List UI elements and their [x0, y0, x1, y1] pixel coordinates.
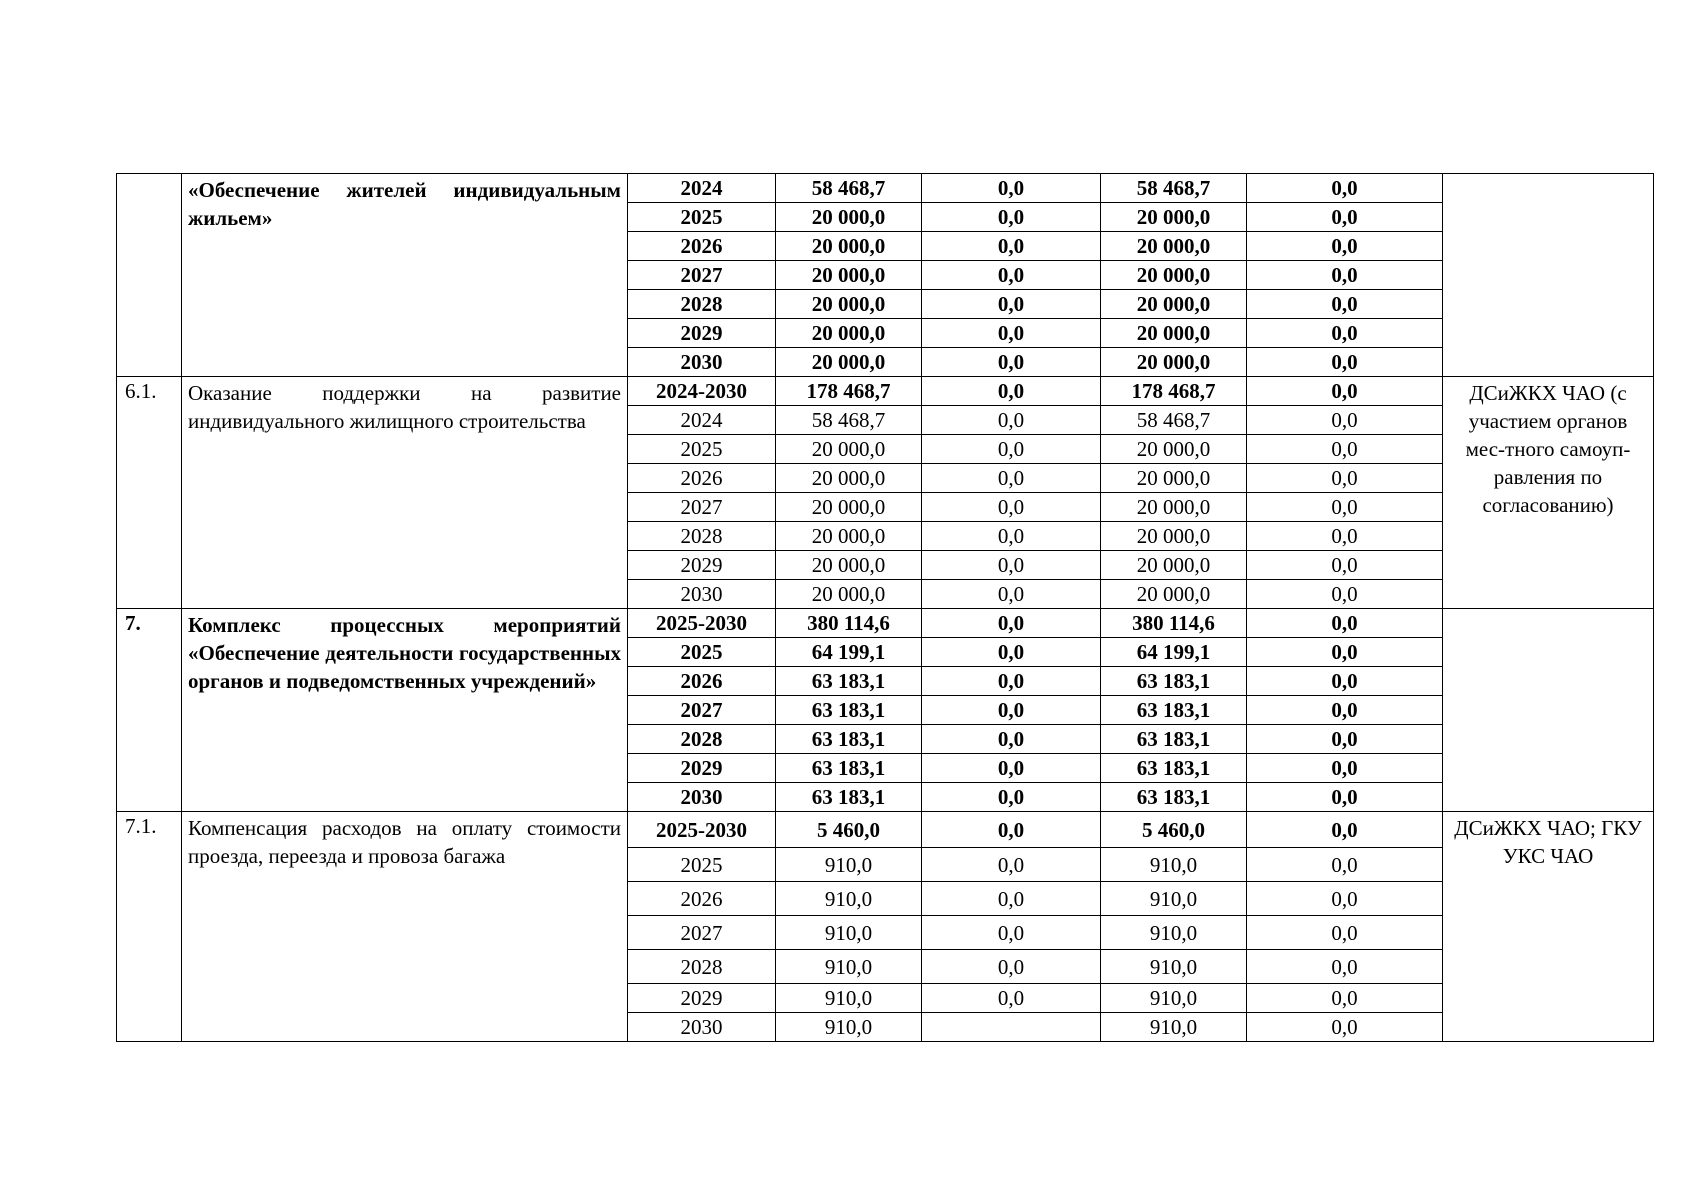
regional-cell: 178 468,7: [1101, 377, 1247, 406]
federal-cell: 0,0: [922, 377, 1101, 406]
responsible-executor: ДСиЖКХ ЧАО; ГКУ УКС ЧАО: [1443, 812, 1654, 1042]
other-cell: 0,0: [1247, 783, 1443, 812]
other-cell: 0,0: [1247, 754, 1443, 783]
period-cell: 2029: [628, 984, 776, 1013]
period-cell: 2024-2030: [628, 377, 776, 406]
federal-cell: 0,0: [922, 319, 1101, 348]
table-row: [117, 609, 1654, 638]
period-cell: 2025: [628, 203, 776, 232]
period-cell: 2030: [628, 783, 776, 812]
regional-cell: 910,0: [1101, 950, 1247, 984]
federal-cell: 0,0: [922, 783, 1101, 812]
total-cell: 20 000,0: [776, 261, 922, 290]
regional-cell: 5 460,0: [1101, 812, 1247, 848]
section-index: 7.: [117, 609, 182, 812]
regional-cell: 63 183,1: [1101, 696, 1247, 725]
federal-cell: 0,0: [922, 696, 1101, 725]
total-cell: 20 000,0: [776, 551, 922, 580]
period-cell: 2027: [628, 493, 776, 522]
period-cell: 2025: [628, 848, 776, 882]
other-cell: 0,0: [1247, 882, 1443, 916]
section-name: Оказание поддержки на развитие индивидуального жилищного строительства: [182, 377, 628, 609]
responsible-executor: ДСиЖКХ ЧАО (с участием органов мес-тного самоуп-равления по согласованию): [1443, 377, 1654, 609]
regional-cell: 20 000,0: [1101, 435, 1247, 464]
other-cell: 0,0: [1247, 435, 1443, 464]
other-cell: 0,0: [1247, 580, 1443, 609]
regional-cell: 20 000,0: [1101, 319, 1247, 348]
regional-cell: 20 000,0: [1101, 290, 1247, 319]
federal-cell: 0,0: [922, 725, 1101, 754]
table-row: [117, 174, 1654, 203]
period-cell: 2029: [628, 754, 776, 783]
section-index: 6.1.: [117, 377, 182, 609]
federal-cell: [922, 1013, 1101, 1042]
regional-cell: 63 183,1: [1101, 667, 1247, 696]
total-cell: 63 183,1: [776, 667, 922, 696]
other-cell: 0,0: [1247, 984, 1443, 1013]
other-cell: 0,0: [1247, 203, 1443, 232]
total-cell: 64 199,1: [776, 638, 922, 667]
other-cell: 0,0: [1247, 406, 1443, 435]
period-cell: 2029: [628, 551, 776, 580]
federal-cell: 0,0: [922, 232, 1101, 261]
federal-cell: 0,0: [922, 848, 1101, 882]
other-cell: 0,0: [1247, 174, 1443, 203]
regional-cell: 910,0: [1101, 1013, 1247, 1042]
other-cell: 0,0: [1247, 377, 1443, 406]
regional-cell: 20 000,0: [1101, 522, 1247, 551]
total-cell: 20 000,0: [776, 493, 922, 522]
regional-cell: 910,0: [1101, 916, 1247, 950]
period-cell: 2030: [628, 348, 776, 377]
other-cell: 0,0: [1247, 290, 1443, 319]
period-cell: 2028: [628, 522, 776, 551]
regional-cell: 910,0: [1101, 848, 1247, 882]
regional-cell: 910,0: [1101, 984, 1247, 1013]
section-index: [117, 174, 182, 377]
other-cell: 0,0: [1247, 638, 1443, 667]
period-cell: 2025-2030: [628, 812, 776, 848]
other-cell: 0,0: [1247, 812, 1443, 848]
other-cell: 0,0: [1247, 348, 1443, 377]
responsible-executor: [1443, 174, 1654, 377]
total-cell: 20 000,0: [776, 319, 922, 348]
period-cell: 2026: [628, 667, 776, 696]
total-cell: 20 000,0: [776, 232, 922, 261]
regional-cell: 63 183,1: [1101, 754, 1247, 783]
total-cell: 910,0: [776, 848, 922, 882]
period-cell: 2025: [628, 435, 776, 464]
period-cell: 2027: [628, 916, 776, 950]
total-cell: 20 000,0: [776, 435, 922, 464]
regional-cell: 20 000,0: [1101, 348, 1247, 377]
federal-cell: 0,0: [922, 580, 1101, 609]
other-cell: 0,0: [1247, 232, 1443, 261]
federal-cell: 0,0: [922, 916, 1101, 950]
period-cell: 2028: [628, 725, 776, 754]
other-cell: 0,0: [1247, 950, 1443, 984]
federal-cell: 0,0: [922, 609, 1101, 638]
federal-cell: 0,0: [922, 174, 1101, 203]
period-cell: 2029: [628, 319, 776, 348]
other-cell: 0,0: [1247, 551, 1443, 580]
total-cell: 63 183,1: [776, 783, 922, 812]
other-cell: 0,0: [1247, 667, 1443, 696]
federal-cell: 0,0: [922, 667, 1101, 696]
other-cell: 0,0: [1247, 493, 1443, 522]
other-cell: 0,0: [1247, 725, 1443, 754]
total-cell: 20 000,0: [776, 522, 922, 551]
section-index: 7.1.: [117, 812, 182, 1042]
table-row: [117, 812, 1654, 848]
total-cell: 910,0: [776, 882, 922, 916]
total-cell: 58 468,7: [776, 406, 922, 435]
total-cell: 63 183,1: [776, 754, 922, 783]
regional-cell: 20 000,0: [1101, 261, 1247, 290]
total-cell: 178 468,7: [776, 377, 922, 406]
federal-cell: 0,0: [922, 551, 1101, 580]
total-cell: 20 000,0: [776, 348, 922, 377]
section-name: Компенсация расходов на оплату стоимости проезда, переезда и провоза багажа: [182, 812, 628, 1042]
period-cell: 2030: [628, 580, 776, 609]
federal-cell: 0,0: [922, 812, 1101, 848]
regional-cell: 20 000,0: [1101, 580, 1247, 609]
other-cell: 0,0: [1247, 696, 1443, 725]
section-name: «Обеспечение жителей индивидуальным жильем»: [182, 174, 628, 377]
period-cell: 2027: [628, 696, 776, 725]
regional-cell: 380 114,6: [1101, 609, 1247, 638]
regional-cell: 20 000,0: [1101, 203, 1247, 232]
regional-cell: 910,0: [1101, 882, 1247, 916]
period-cell: 2027: [628, 261, 776, 290]
federal-cell: 0,0: [922, 406, 1101, 435]
regional-cell: 20 000,0: [1101, 464, 1247, 493]
federal-cell: 0,0: [922, 882, 1101, 916]
period-cell: 2025-2030: [628, 609, 776, 638]
federal-cell: 0,0: [922, 261, 1101, 290]
period-cell: 2024: [628, 406, 776, 435]
total-cell: 380 114,6: [776, 609, 922, 638]
section-name: Комплекс процессных мероприятий «Обеспечение деятельности государственных органов и подведомственных учреждений»: [182, 609, 628, 812]
federal-cell: 0,0: [922, 950, 1101, 984]
federal-cell: 0,0: [922, 348, 1101, 377]
federal-cell: 0,0: [922, 464, 1101, 493]
table-row: [117, 377, 1654, 406]
federal-cell: 0,0: [922, 522, 1101, 551]
responsible-executor: [1443, 609, 1654, 812]
federal-cell: 0,0: [922, 984, 1101, 1013]
period-cell: 2026: [628, 464, 776, 493]
regional-cell: 64 199,1: [1101, 638, 1247, 667]
period-cell: 2028: [628, 950, 776, 984]
regional-cell: 20 000,0: [1101, 493, 1247, 522]
period-cell: 2024: [628, 174, 776, 203]
other-cell: 0,0: [1247, 609, 1443, 638]
other-cell: 0,0: [1247, 848, 1443, 882]
total-cell: 63 183,1: [776, 725, 922, 754]
total-cell: 910,0: [776, 1013, 922, 1042]
total-cell: 910,0: [776, 950, 922, 984]
federal-cell: 0,0: [922, 754, 1101, 783]
federal-cell: 0,0: [922, 290, 1101, 319]
period-cell: 2026: [628, 232, 776, 261]
total-cell: 63 183,1: [776, 696, 922, 725]
total-cell: 58 468,7: [776, 174, 922, 203]
period-cell: 2028: [628, 290, 776, 319]
other-cell: 0,0: [1247, 522, 1443, 551]
other-cell: 0,0: [1247, 1013, 1443, 1042]
regional-cell: 58 468,7: [1101, 174, 1247, 203]
period-cell: 2026: [628, 882, 776, 916]
other-cell: 0,0: [1247, 464, 1443, 493]
regional-cell: 63 183,1: [1101, 725, 1247, 754]
other-cell: 0,0: [1247, 261, 1443, 290]
total-cell: 20 000,0: [776, 580, 922, 609]
regional-cell: 20 000,0: [1101, 232, 1247, 261]
total-cell: 20 000,0: [776, 203, 922, 232]
total-cell: 20 000,0: [776, 464, 922, 493]
total-cell: 20 000,0: [776, 290, 922, 319]
other-cell: 0,0: [1247, 319, 1443, 348]
regional-cell: 20 000,0: [1101, 551, 1247, 580]
regional-cell: 63 183,1: [1101, 783, 1247, 812]
period-cell: 2030: [628, 1013, 776, 1042]
total-cell: 910,0: [776, 916, 922, 950]
regional-cell: 58 468,7: [1101, 406, 1247, 435]
total-cell: 5 460,0: [776, 812, 922, 848]
funding-table: [116, 173, 1654, 1042]
federal-cell: 0,0: [922, 203, 1101, 232]
federal-cell: 0,0: [922, 638, 1101, 667]
federal-cell: 0,0: [922, 493, 1101, 522]
federal-cell: 0,0: [922, 435, 1101, 464]
other-cell: 0,0: [1247, 916, 1443, 950]
total-cell: 910,0: [776, 984, 922, 1013]
period-cell: 2025: [628, 638, 776, 667]
